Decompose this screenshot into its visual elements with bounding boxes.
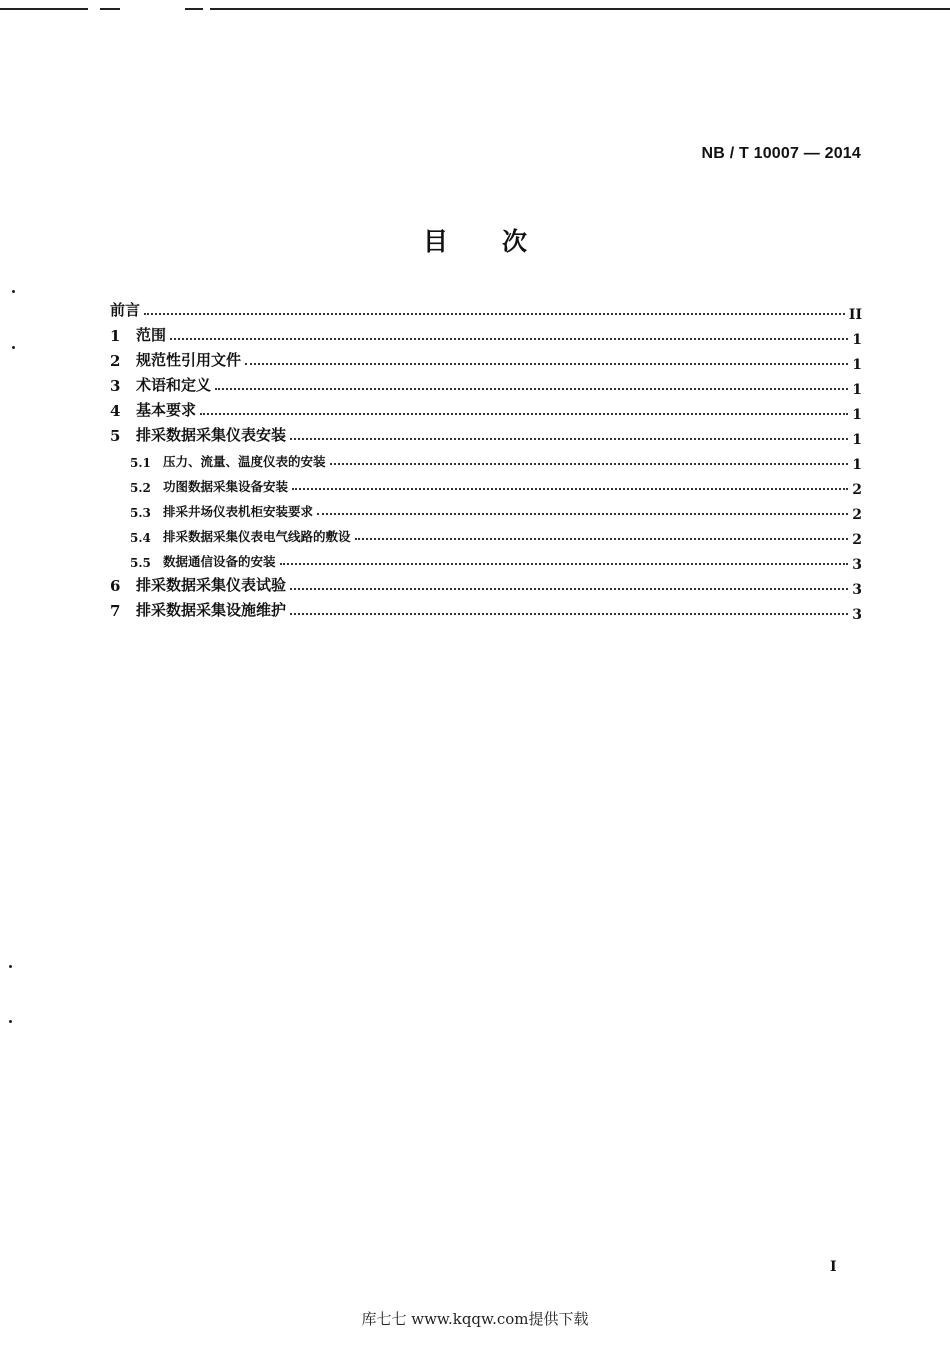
toc-entry-page: 1 [852,357,862,373]
toc-dot-leader [215,387,848,390]
title-char-2: 次 [502,227,528,256]
scan-speck [12,346,15,349]
toc-entry-number: 7 [110,602,121,620]
toc-entry-page: 1 [852,457,862,473]
toc-entry[interactable] [110,395,862,423]
toc-subentry[interactable] [110,545,862,573]
toc-entry-label: 排采数据采集仪表试验 [136,576,287,594]
toc-entry-page: 1 [852,407,862,423]
toc-entry-label: 范围 [136,326,167,344]
toc-subentry[interactable] [110,495,862,523]
toc-entry-page: 3 [852,557,862,573]
toc-entry-number: 5.5 [130,556,151,570]
toc-entry-page: II [848,307,862,323]
toc-entry-label: 功图数据采集设备安装 [163,479,289,494]
toc-entry-page: 2 [852,482,862,498]
scan-edge-line [100,8,120,10]
toc-entry[interactable] [110,370,862,398]
toc-entry-number: 5.4 [130,531,151,545]
toc-entry-number: 5 [110,427,121,445]
download-credit: 库七七 www.kqqw.com提供下载 [361,1310,589,1328]
toc-subentry[interactable] [110,445,862,473]
toc-entry-number: 5.3 [130,506,151,520]
toc-entry[interactable] [110,345,862,373]
toc-entry-label: 基本要求 [136,401,197,419]
toc-entry-page: 3 [852,607,862,623]
table-of-contents [110,295,862,623]
toc-dot-leader [245,362,848,365]
toc-entry-label: 数据通信设备的安装 [163,554,276,569]
toc-dot-leader [170,337,848,340]
toc-entry[interactable] [110,595,862,623]
toc-entry-number: 5.1 [130,456,151,470]
toc-dot-leader [330,462,848,465]
toc-entry-number: 3 [110,377,121,395]
toc-entry-label: 排采井场仪表机柜安装要求 [163,504,314,519]
toc-entry[interactable] [110,320,862,348]
toc-subentry[interactable] [110,520,862,548]
title-char-1: 目 [422,227,448,256]
toc-dot-leader [280,562,848,565]
toc-dot-leader [290,587,848,590]
toc-entry-page: 2 [852,507,862,523]
toc-entry-label: 排采数据采集仪表安装 [136,426,287,444]
toc-entry-page: 1 [852,332,862,348]
toc-dot-leader [355,537,848,540]
toc-dot-leader [144,312,845,315]
toc-dot-leader [290,437,848,440]
scan-speck [9,965,12,968]
toc-entry-number: 5.2 [130,481,151,495]
scan-edge-line [210,8,950,10]
toc-entry[interactable] [110,570,862,598]
toc-entry-label: 压力、流量、温度仪表的安装 [163,454,326,469]
toc-entry[interactable] [110,420,862,448]
toc-dot-leader [292,487,848,490]
toc-entry-page: 1 [852,432,862,448]
scan-speck [9,1020,12,1023]
toc-entry-number: 6 [110,577,121,595]
scan-edge-line [185,8,203,10]
toc-entry-number: 2 [110,352,121,370]
toc-entry-page: 2 [852,532,862,548]
toc-entry-page: 3 [852,582,862,598]
toc-entry-page: 1 [852,382,862,398]
standard-code: NB / T 10007 — 2014 [701,145,861,162]
toc-subentry[interactable] [110,470,862,498]
toc-entry-foreword[interactable] [110,295,862,323]
toc-entry-number: 4 [110,402,121,420]
page-number: I [830,1259,837,1275]
scan-edge-line [0,8,88,10]
toc-entry-number: 1 [110,327,121,345]
toc-entry-label: 排采数据采集设施维护 [136,601,287,619]
scan-speck [12,290,15,293]
toc-dot-leader [290,612,848,615]
toc-entry-label: 术语和定义 [136,376,212,394]
toc-entry-label: 前言 [110,301,141,319]
toc-entry-label: 排采数据采集仪表电气线路的敷设 [163,529,351,544]
toc-dot-leader [317,512,848,515]
toc-entry-label: 规范性引用文件 [136,351,242,369]
toc-dot-leader [200,412,848,415]
page-title [0,222,950,258]
